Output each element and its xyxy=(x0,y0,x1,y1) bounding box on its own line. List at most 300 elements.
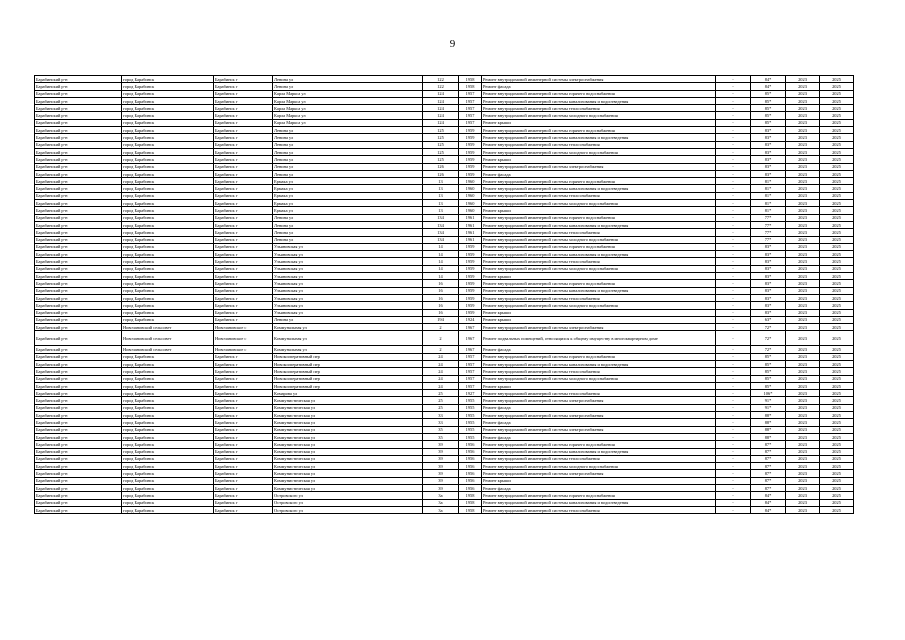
municipality-cell: город Барабинск xyxy=(122,419,214,426)
start-year-cell: 2023 xyxy=(786,287,820,294)
start-year-cell: 2023 xyxy=(786,397,820,404)
district-cell: Барабинский р-н xyxy=(35,470,122,477)
wear-percent-cell: 83* xyxy=(751,280,786,287)
street-cell: Ленина ул xyxy=(273,134,423,141)
work-type-cell: Ремонт внутридомовой инженерной системы канализования и водоотведения xyxy=(482,97,716,104)
municipality-cell: город Барабинск xyxy=(122,353,214,360)
house-number-cell: 3а xyxy=(423,499,459,506)
street-cell: Ермака ул xyxy=(273,185,423,192)
end-year-cell: 2025 xyxy=(820,112,854,119)
work-type-cell: Ремонт внутридомовой инженерной системы канализования и водоотведения xyxy=(482,221,716,228)
build-year-cell: 1956 xyxy=(459,441,482,448)
work-type-cell: Ремонт фасада xyxy=(482,485,716,492)
table-row xyxy=(35,485,854,492)
house-number-cell: 33 xyxy=(423,412,459,419)
end-year-cell: 2025 xyxy=(820,287,854,294)
build-year-cell: 1955 xyxy=(459,433,482,440)
municipality-cell: город Барабинск xyxy=(122,287,214,294)
wear-percent-cell: 72* xyxy=(751,346,786,353)
district-cell: Барабинский р-н xyxy=(35,251,122,258)
wear-percent-cell: 83* xyxy=(751,258,786,265)
locality-cell: Барабинск г xyxy=(214,294,273,301)
table-row xyxy=(35,419,854,426)
end-year-cell: 2025 xyxy=(820,141,854,148)
house-number-cell: 122 xyxy=(423,76,459,83)
wear-percent-cell: 88* xyxy=(751,426,786,433)
start-year-cell: 2023 xyxy=(786,214,820,221)
build-year-cell: 1956 xyxy=(459,448,482,455)
district-cell: Барабинский р-н xyxy=(35,90,122,97)
wear-percent-cell: 81* xyxy=(751,178,786,185)
municipality-cell: город Барабинск xyxy=(122,83,214,90)
locality-cell: Барабинск г xyxy=(214,499,273,506)
end-year-cell: 2025 xyxy=(820,375,854,382)
start-year-cell: 2023 xyxy=(786,448,820,455)
wear-percent-cell: 72* xyxy=(751,331,786,346)
wear-percent-cell: 87* xyxy=(751,448,786,455)
house-number-cell: 13 xyxy=(423,200,459,207)
work-type-cell: Ремонт внутридомовой инженерной системы теплоснабжения xyxy=(482,105,716,112)
wear-percent-cell: 77* xyxy=(751,214,786,221)
build-year-cell: 1958 xyxy=(459,506,482,513)
placeholder-cell: - xyxy=(716,426,751,433)
work-type-cell: Ремонт внутридомовой инженерной системы теплоснабжения xyxy=(482,192,716,199)
build-year-cell: 1957 xyxy=(459,382,482,389)
placeholder-cell: - xyxy=(716,119,751,126)
build-year-cell: 1956 xyxy=(459,463,482,470)
build-year-cell: 1959 xyxy=(459,243,482,250)
end-year-cell: 2025 xyxy=(820,119,854,126)
house-number-cell: 39 xyxy=(423,470,459,477)
build-year-cell: 1961 xyxy=(459,236,482,243)
house-number-cell: 16 xyxy=(423,294,459,301)
municipality-cell: город Барабинск xyxy=(122,185,214,192)
locality-cell: Барабинск г xyxy=(214,492,273,499)
locality-cell: Барабинск г xyxy=(214,382,273,389)
placeholder-cell: - xyxy=(716,375,751,382)
municipality-cell: город Барабинск xyxy=(122,163,214,170)
house-number-cell: 24 xyxy=(423,353,459,360)
end-year-cell: 2025 xyxy=(820,390,854,397)
street-cell: Ленина ул xyxy=(273,214,423,221)
end-year-cell: 2025 xyxy=(820,258,854,265)
end-year-cell: 2025 xyxy=(820,221,854,228)
wear-percent-cell: 87* xyxy=(751,463,786,470)
district-cell: Барабинский р-н xyxy=(35,163,122,170)
locality-cell: Барабинск г xyxy=(214,178,273,185)
placeholder-cell: - xyxy=(716,331,751,346)
locality-cell: Барабинск г xyxy=(214,426,273,433)
build-year-cell: 1959 xyxy=(459,273,482,280)
wear-percent-cell: 85* xyxy=(751,119,786,126)
house-number-cell: 125 xyxy=(423,127,459,134)
street-cell: Коммунистическая ул xyxy=(273,448,423,455)
start-year-cell: 2023 xyxy=(786,97,820,104)
build-year-cell: 1957 xyxy=(459,90,482,97)
house-number-cell: 14 xyxy=(423,243,459,250)
end-year-cell: 2025 xyxy=(820,214,854,221)
house-number-cell: 35 xyxy=(423,433,459,440)
municipality-cell: город Барабинск xyxy=(122,448,214,455)
end-year-cell: 2025 xyxy=(820,470,854,477)
street-cell: Коммунистическая ул xyxy=(273,419,423,426)
house-number-cell: 25 xyxy=(423,397,459,404)
start-year-cell: 2023 xyxy=(786,316,820,323)
end-year-cell: 2025 xyxy=(820,90,854,97)
build-year-cell: 1959 xyxy=(459,148,482,155)
placeholder-cell: - xyxy=(716,346,751,353)
wear-percent-cell: 85* xyxy=(751,360,786,367)
end-year-cell: 2025 xyxy=(820,492,854,499)
start-year-cell: 2023 xyxy=(786,412,820,419)
work-type-cell: Ремонт внутридомовой инженерной системы холодного водоснабжения xyxy=(482,148,716,155)
end-year-cell: 2025 xyxy=(820,506,854,513)
locality-cell: Барабинск г xyxy=(214,433,273,440)
wear-percent-cell: 81* xyxy=(751,207,786,214)
street-cell: Коммунистическая ул xyxy=(273,412,423,419)
table-row xyxy=(35,178,854,185)
district-cell: Барабинский р-н xyxy=(35,302,122,309)
end-year-cell: 2025 xyxy=(820,200,854,207)
table-row xyxy=(35,426,854,433)
end-year-cell: 2025 xyxy=(820,455,854,462)
table-row xyxy=(35,97,854,104)
work-type-cell: Ремонт внутридомовой инженерной системы теплоснабжения xyxy=(482,258,716,265)
district-cell: Барабинский р-н xyxy=(35,265,122,272)
end-year-cell: 2025 xyxy=(820,346,854,353)
placeholder-cell: - xyxy=(716,382,751,389)
locality-cell: Новочановское с xyxy=(214,346,273,353)
house-number-cell: 2 xyxy=(423,331,459,346)
municipality-cell: Новочановский сельсовет xyxy=(122,346,214,353)
wear-percent-cell: 83* xyxy=(751,294,786,301)
placeholder-cell: - xyxy=(716,492,751,499)
end-year-cell: 2025 xyxy=(820,353,854,360)
start-year-cell: 2023 xyxy=(786,265,820,272)
locality-cell: Барабинск г xyxy=(214,477,273,484)
end-year-cell: 2025 xyxy=(820,294,854,301)
street-cell: Коммунистическая ул xyxy=(273,404,423,411)
table-row xyxy=(35,214,854,221)
placeholder-cell: - xyxy=(716,477,751,484)
district-cell: Барабинский р-н xyxy=(35,170,122,177)
table-row xyxy=(35,207,854,214)
table-row xyxy=(35,390,854,397)
district-cell: Барабинский р-н xyxy=(35,448,122,455)
district-cell: Барабинский р-н xyxy=(35,426,122,433)
end-year-cell: 2025 xyxy=(820,134,854,141)
locality-cell: Барабинск г xyxy=(214,265,273,272)
work-type-cell: Ремонт внутридомовой инженерной системы холодного водоснабжения xyxy=(482,463,716,470)
placeholder-cell: - xyxy=(716,265,751,272)
street-cell: Ленина ул xyxy=(273,156,423,163)
end-year-cell: 2025 xyxy=(820,463,854,470)
locality-cell: Барабинск г xyxy=(214,397,273,404)
end-year-cell: 2025 xyxy=(820,163,854,170)
municipality-cell: Новочановский сельсовет xyxy=(122,331,214,346)
municipality-cell: город Барабинск xyxy=(122,397,214,404)
end-year-cell: 2025 xyxy=(820,499,854,506)
municipality-cell: город Барабинск xyxy=(122,294,214,301)
start-year-cell: 2023 xyxy=(786,441,820,448)
work-type-cell: Ремонт внутридомовой инженерной системы теплоснабжения xyxy=(482,368,716,375)
house-number-cell: 39 xyxy=(423,485,459,492)
street-cell: Ульяновская ул xyxy=(273,280,423,287)
placeholder-cell: - xyxy=(716,148,751,155)
wear-percent-cell: 83* xyxy=(751,127,786,134)
work-type-cell: Ремонт внутридомовой инженерной системы канализования и водоотведения xyxy=(482,251,716,258)
house-number-cell: 2 xyxy=(423,346,459,353)
wear-percent-cell: 88* xyxy=(751,433,786,440)
work-type-cell: Ремонт внутридомовой инженерной системы теплоснабжения xyxy=(482,506,716,513)
table-row xyxy=(35,148,854,155)
work-type-cell: Ремонт внутридомовой инженерной системы горячего водоснабжения xyxy=(482,353,716,360)
district-cell: Барабинский р-н xyxy=(35,324,122,331)
end-year-cell: 2025 xyxy=(820,433,854,440)
placeholder-cell: - xyxy=(716,185,751,192)
locality-cell: Барабинск г xyxy=(214,316,273,323)
street-cell: Коммунальная ул xyxy=(273,346,423,353)
municipality-cell: город Барабинск xyxy=(122,360,214,367)
repair-schedule-table xyxy=(34,75,854,514)
table-row xyxy=(35,90,854,97)
municipality-cell: город Барабинск xyxy=(122,156,214,163)
work-type-cell: Ремонт внутридомовой инженерной системы холодного водоснабжения xyxy=(482,236,716,243)
build-year-cell: 1957 xyxy=(459,353,482,360)
municipality-cell: город Барабинск xyxy=(122,280,214,287)
work-type-cell: Ремонт внутридомовой инженерной системы холодного водоснабжения xyxy=(482,265,716,272)
build-year-cell: 1959 xyxy=(459,134,482,141)
district-cell: Барабинский р-н xyxy=(35,506,122,513)
work-type-cell: Ремонт внутридомовой инженерной системы горячего водоснабжения xyxy=(482,178,716,185)
placeholder-cell: - xyxy=(716,309,751,316)
placeholder-cell: - xyxy=(716,163,751,170)
table-row xyxy=(35,324,854,331)
house-number-cell: 16 xyxy=(423,309,459,316)
placeholder-cell: - xyxy=(716,390,751,397)
start-year-cell: 2023 xyxy=(786,178,820,185)
house-number-cell: 16 xyxy=(423,302,459,309)
municipality-cell: город Барабинск xyxy=(122,207,214,214)
table-row xyxy=(35,200,854,207)
end-year-cell: 2025 xyxy=(820,178,854,185)
table-row xyxy=(35,470,854,477)
build-year-cell: 1961 xyxy=(459,229,482,236)
house-number-cell: 14 xyxy=(423,273,459,280)
table-row xyxy=(35,477,854,484)
district-cell: Барабинский р-н xyxy=(35,273,122,280)
start-year-cell: 2023 xyxy=(786,426,820,433)
placeholder-cell: - xyxy=(716,192,751,199)
placeholder-cell: - xyxy=(716,280,751,287)
placeholder-cell: - xyxy=(716,134,751,141)
start-year-cell: 2023 xyxy=(786,353,820,360)
house-number-cell: 124 xyxy=(423,119,459,126)
placeholder-cell: - xyxy=(716,368,751,375)
locality-cell: Барабинск г xyxy=(214,506,273,513)
build-year-cell: 1961 xyxy=(459,214,482,221)
street-cell: Ленина ул xyxy=(273,221,423,228)
municipality-cell: город Барабинск xyxy=(122,375,214,382)
wear-percent-cell: 83* xyxy=(751,287,786,294)
build-year-cell: 1955 xyxy=(459,412,482,419)
work-type-cell: Ремонт крыши xyxy=(482,273,716,280)
street-cell: Островского ул xyxy=(273,499,423,506)
house-number-cell: 35 xyxy=(423,426,459,433)
end-year-cell: 2025 xyxy=(820,316,854,323)
house-number-cell: 39 xyxy=(423,448,459,455)
district-cell: Барабинский р-н xyxy=(35,221,122,228)
start-year-cell: 2023 xyxy=(786,499,820,506)
house-number-cell: 126 xyxy=(423,163,459,170)
house-number-cell: 134 xyxy=(423,221,459,228)
end-year-cell: 2025 xyxy=(820,419,854,426)
locality-cell: Барабинск г xyxy=(214,485,273,492)
build-year-cell: 1959 xyxy=(459,309,482,316)
work-type-cell: Ремонт внутридомовой инженерной системы канализования и водоотведения xyxy=(482,287,716,294)
table-row xyxy=(35,302,854,309)
locality-cell: Барабинск г xyxy=(214,214,273,221)
build-year-cell: 1959 xyxy=(459,127,482,134)
municipality-cell: город Барабинск xyxy=(122,170,214,177)
work-type-cell: Ремонт крыши xyxy=(482,382,716,389)
locality-cell: Барабинск г xyxy=(214,441,273,448)
placeholder-cell: - xyxy=(716,83,751,90)
street-cell: Ульяновская ул xyxy=(273,294,423,301)
municipality-cell: город Барабинск xyxy=(122,251,214,258)
placeholder-cell: - xyxy=(716,214,751,221)
end-year-cell: 2025 xyxy=(820,382,854,389)
municipality-cell: город Барабинск xyxy=(122,90,214,97)
street-cell: Островского ул xyxy=(273,506,423,513)
street-cell: Коммунальная ул xyxy=(273,331,423,346)
table-row xyxy=(35,441,854,448)
street-cell: Коммунистическая ул xyxy=(273,426,423,433)
wear-percent-cell: 83* xyxy=(751,170,786,177)
work-type-cell: Ремонт внутридомовой инженерной системы горячего водоснабжения xyxy=(482,492,716,499)
table-row xyxy=(35,258,854,265)
house-number-cell: 122 xyxy=(423,83,459,90)
house-number-cell: 134 xyxy=(423,229,459,236)
wear-percent-cell: 72* xyxy=(751,324,786,331)
start-year-cell: 2023 xyxy=(786,302,820,309)
start-year-cell: 2023 xyxy=(786,83,820,90)
locality-cell: Барабинск г xyxy=(214,353,273,360)
district-cell: Барабинский р-н xyxy=(35,382,122,389)
locality-cell: Барабинск г xyxy=(214,127,273,134)
build-year-cell: 1955 xyxy=(459,397,482,404)
street-cell: Ленина ул xyxy=(273,229,423,236)
wear-percent-cell: 81* xyxy=(751,185,786,192)
work-type-cell: Ремонт внутридомовой инженерной системы теплоснабжения xyxy=(482,390,716,397)
district-cell: Барабинский р-н xyxy=(35,258,122,265)
street-cell: Новокооперативный пер xyxy=(273,375,423,382)
end-year-cell: 2025 xyxy=(820,309,854,316)
municipality-cell: город Барабинск xyxy=(122,243,214,250)
municipality-cell: город Барабинск xyxy=(122,506,214,513)
end-year-cell: 2025 xyxy=(820,185,854,192)
district-cell: Барабинский р-н xyxy=(35,97,122,104)
build-year-cell: 1960 xyxy=(459,185,482,192)
municipality-cell: город Барабинск xyxy=(122,499,214,506)
municipality-cell: город Барабинск xyxy=(122,192,214,199)
locality-cell: Барабинск г xyxy=(214,229,273,236)
street-cell: Ленина ул xyxy=(273,83,423,90)
locality-cell: Барабинск г xyxy=(214,185,273,192)
table-row xyxy=(35,499,854,506)
house-number-cell: 125 xyxy=(423,134,459,141)
district-cell: Барабинский р-н xyxy=(35,360,122,367)
locality-cell: Барабинск г xyxy=(214,141,273,148)
house-number-cell: 125 xyxy=(423,141,459,148)
table-row xyxy=(35,105,854,112)
wear-percent-cell: 85* xyxy=(751,375,786,382)
district-cell: Барабинский р-н xyxy=(35,309,122,316)
placeholder-cell: - xyxy=(716,112,751,119)
end-year-cell: 2025 xyxy=(820,477,854,484)
street-cell: Новокооперативный пер xyxy=(273,368,423,375)
placeholder-cell: - xyxy=(716,324,751,331)
start-year-cell: 2023 xyxy=(786,243,820,250)
end-year-cell: 2025 xyxy=(820,192,854,199)
wear-percent-cell: 85* xyxy=(751,368,786,375)
street-cell: Ульяновская ул xyxy=(273,273,423,280)
placeholder-cell: - xyxy=(716,499,751,506)
work-type-cell: Ремонт внутридомовой инженерной системы теплоснабжения xyxy=(482,229,716,236)
street-cell: Карла Маркса ул xyxy=(273,90,423,97)
start-year-cell: 2023 xyxy=(786,463,820,470)
start-year-cell: 2023 xyxy=(786,455,820,462)
wear-percent-cell: 83* xyxy=(751,243,786,250)
build-year-cell: 1959 xyxy=(459,265,482,272)
end-year-cell: 2025 xyxy=(820,207,854,214)
house-number-cell: 14 xyxy=(423,265,459,272)
wear-percent-cell: 83* xyxy=(751,251,786,258)
build-year-cell: 1958 xyxy=(459,83,482,90)
house-number-cell: 24 xyxy=(423,368,459,375)
build-year-cell: 1956 xyxy=(459,477,482,484)
street-cell: Ермака ул xyxy=(273,207,423,214)
start-year-cell: 2023 xyxy=(786,207,820,214)
placeholder-cell: - xyxy=(716,441,751,448)
placeholder-cell: - xyxy=(716,294,751,301)
house-number-cell: 134 xyxy=(423,214,459,221)
wear-percent-cell: 83* xyxy=(751,156,786,163)
municipality-cell: город Барабинск xyxy=(122,273,214,280)
locality-cell: Барабинск г xyxy=(214,390,273,397)
end-year-cell: 2025 xyxy=(820,360,854,367)
table-row xyxy=(35,229,854,236)
build-year-cell: 1967 xyxy=(459,346,482,353)
table-row xyxy=(35,236,854,243)
table-row xyxy=(35,163,854,170)
end-year-cell: 2025 xyxy=(820,412,854,419)
house-number-cell: 25 xyxy=(423,404,459,411)
street-cell: Коммунистическая ул xyxy=(273,463,423,470)
placeholder-cell: - xyxy=(716,141,751,148)
start-year-cell: 2023 xyxy=(786,280,820,287)
district-cell: Барабинский р-н xyxy=(35,316,122,323)
locality-cell: Барабинск г xyxy=(214,97,273,104)
table-row xyxy=(35,83,854,90)
table-row xyxy=(35,185,854,192)
table-row xyxy=(35,375,854,382)
wear-percent-cell: 77* xyxy=(751,221,786,228)
start-year-cell: 2023 xyxy=(786,477,820,484)
municipality-cell: город Барабинск xyxy=(122,200,214,207)
street-cell: Коммунальная ул xyxy=(273,324,423,331)
table-row xyxy=(35,397,854,404)
